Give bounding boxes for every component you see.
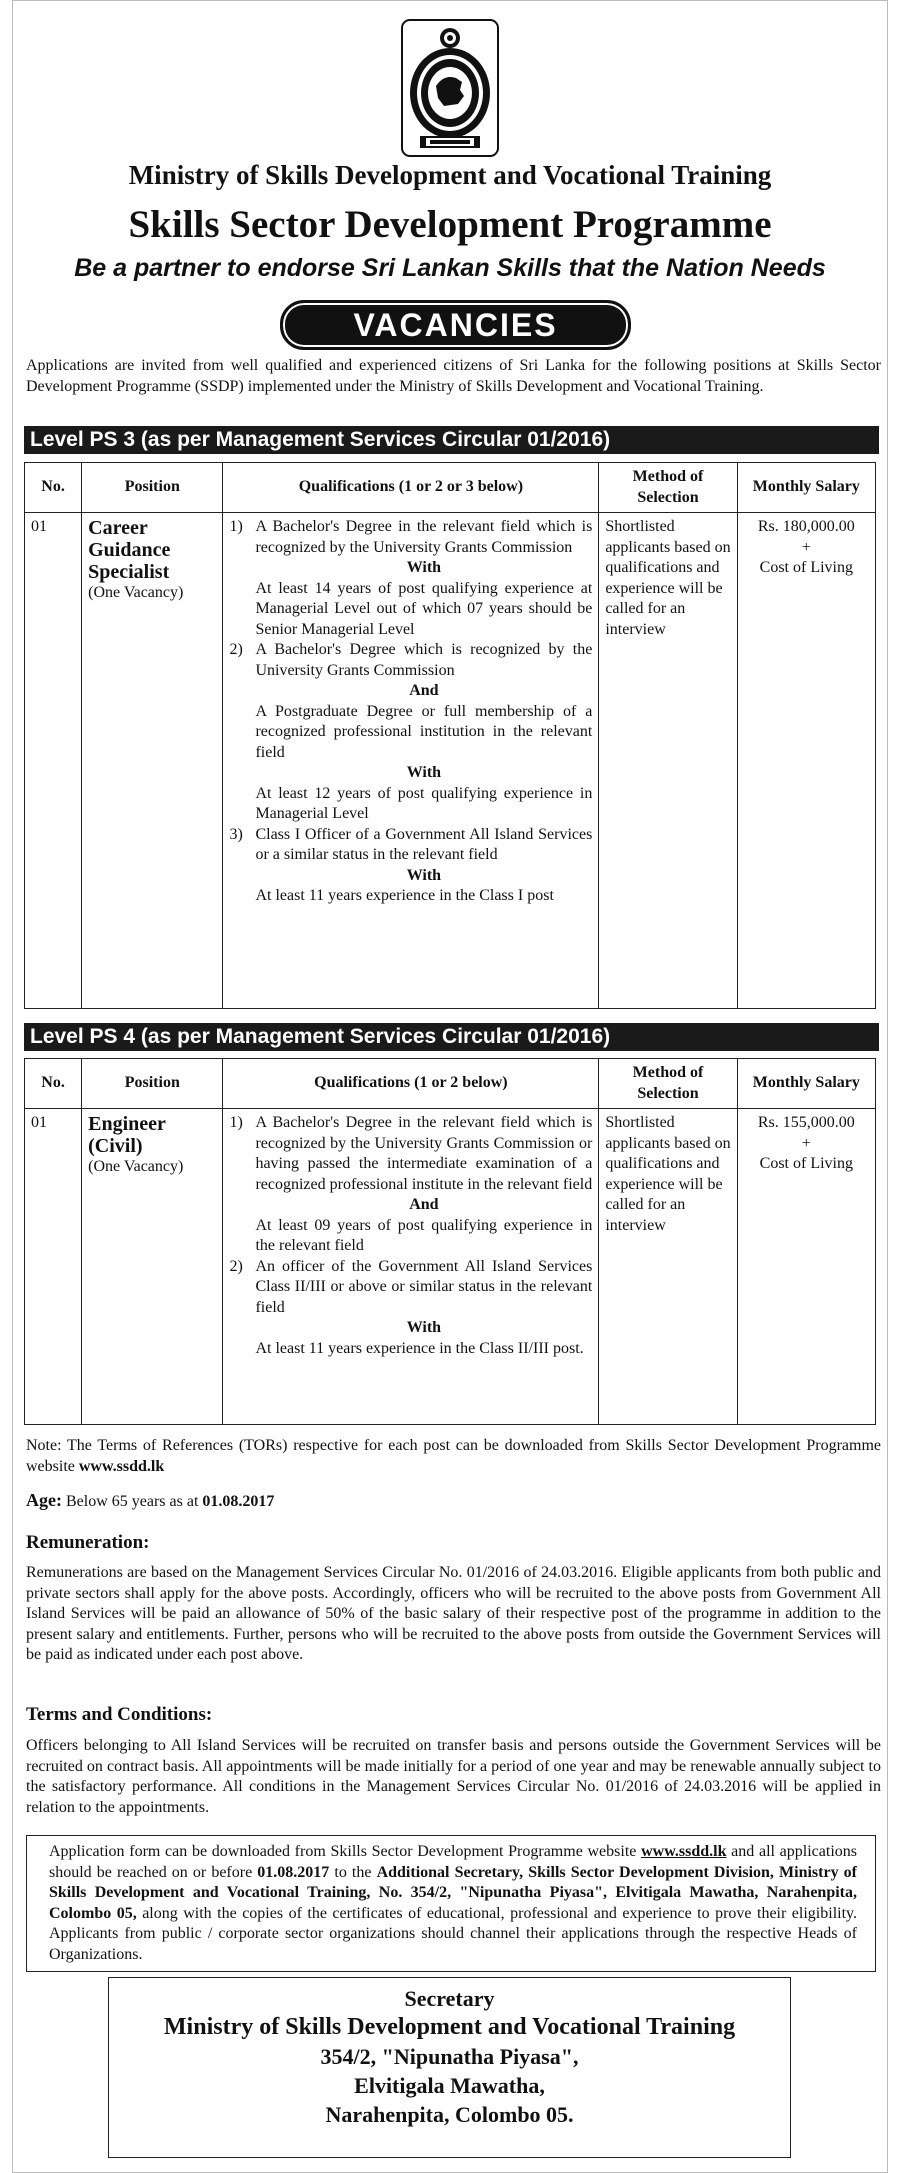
- connector: And: [409, 1196, 439, 1213]
- submission-address: Additional Secretary, Skills Sector Development Division, Ministry of Skills Development and Vocational Training, No. 354/2, "Nipunatha Piyasa", Elvitigala Mawatha, Narahenpita, Colombo 05,: [49, 1863, 857, 1922]
- qualification-2: An officer of the Government All Island Services Class II/III or above or similar status in the relevant field: [255, 1257, 593, 1316]
- ministry-heading: Ministry of Skills Development and Vocational Training: [128, 160, 772, 190]
- row-no: 01: [25, 1109, 82, 1425]
- salary-cost-of-living: Cost of Living: [759, 1155, 853, 1172]
- qualification-1: A Bachelor's Degree in the relevant field which is recognized by the University Grants Commission or having passed the intermediate examination of a recognized professional institute in the relevant field: [255, 1114, 593, 1193]
- tagline: Be a partner to endorse Sri Lankan Skills that the Nation Needs: [74, 254, 826, 282]
- sri-lanka-emblem-icon: [400, 18, 500, 158]
- col-salary: Monthly Salary: [737, 1059, 875, 1109]
- connector: With: [406, 764, 442, 781]
- connector: And: [409, 682, 439, 699]
- closing-date: 01.08.2017: [257, 1863, 330, 1881]
- qualification-2-postgraduate: A Postgraduate Degree or full membership of a recognized professional institution in the relevant field: [255, 702, 593, 761]
- connector: With: [406, 866, 442, 884]
- qualification-1-experience: At least 14 years of post qualifying experience at Managerial Level out of which 07 years should be Senior Managerial Level: [255, 579, 593, 638]
- signatory-ministry: Ministry of Skills Development and Vocational Training: [163, 2014, 736, 2040]
- qualification-3: Class I Officer of a Government All Island Services or a similar status in the relevant field: [255, 825, 593, 863]
- salary-plus: +: [801, 1134, 811, 1152]
- method-cell: Shortlisted applicants based on qualifications and experience will be called for an interview: [599, 1109, 737, 1425]
- level-ps3-table: [24, 462, 876, 1009]
- salary-amount: Rs. 180,000.00: [757, 518, 855, 535]
- application-website-link[interactable]: www.ssdd.lk: [641, 1843, 727, 1860]
- position-cell: [82, 513, 223, 1009]
- qualification-3-experience: At least 11 years experience in the Class I post: [255, 887, 554, 904]
- website-link[interactable]: www.ssdd.lk: [78, 1457, 165, 1475]
- address-line-2: Elvitigala Mawatha,: [354, 2073, 545, 2098]
- qualification-2: A Bachelor's Degree which is recognized by the University Grants Commission: [255, 641, 593, 679]
- level-ps4-table: [24, 1058, 876, 1425]
- note-paragraph: Note: The Terms of References (TORs) respective for each post can be downloaded from Skills Sector Development Programme website www.ssdd.lk: [26, 1437, 881, 1475]
- age-label: Age:: [26, 1490, 62, 1510]
- connector: With: [406, 559, 442, 576]
- qualification-2-experience: At least 11 years experience in the Class II/III post.: [255, 1339, 584, 1357]
- col-position: Position: [82, 463, 223, 513]
- position-cell: [82, 1109, 223, 1425]
- salary-amount: Rs. 155,000.00: [757, 1114, 855, 1131]
- table-header-row: [25, 463, 876, 513]
- salary-cost-of-living: Cost of Living: [759, 559, 853, 576]
- programme-heading: Skills Sector Development Programme: [128, 203, 772, 246]
- col-position: Position: [82, 1059, 223, 1109]
- position-title: Career Guidance Specialist: [88, 517, 171, 583]
- qualifications-cell: 1) A Bachelor's Degree in the relevant field which is recognized by the University Grants Commission With At least 14 years of post qualifying experience at Managerial Level out of which 07 years should be Senior Managerial Level 2) A Bachelor's Degree which is recognized by the University Grants Commission And A Postgraduate Degree or full membership of a recognized professional institution in the relevant field With At least 12 years of post qualifying experience in Managerial Level 3) Class I Officer of a Government All Island Services or a similar status in the relevant field With At least 11 years experience in the Class I post: [223, 513, 599, 1009]
- signature-block: [108, 1977, 791, 2158]
- vacancy-count: (One Vacancy): [88, 1158, 184, 1175]
- qualification-2-experience: At least 12 years of post qualifying experience in Managerial Level: [255, 784, 593, 822]
- salary-cell: [737, 1109, 875, 1425]
- terms-heading: Terms and Conditions:: [26, 1704, 213, 1725]
- level-ps4-heading: Level PS 4 (as per Management Services Circular 01/2016): [24, 1023, 879, 1051]
- terms-paragraph: Officers belonging to All Island Services will be recruited on transfer basis and persons outside the Government Services will be recruited on contract basis. All appointments will be made initially for a period of one year and may be renewable annually subject to the satisfactory performance. All conditions in the Management Services Circular No. 01/2016 of 24.03.2016 will be applied in relation to the appointments.: [26, 1737, 881, 1816]
- application-box: Application form can be downloaded from Skills Sector Development Programme website www.ssdd.lk and all applications should be reached on or before 01.08.2017 to the Additional Secretary, Skills Sector Development Division, Ministry of Skills Development and Vocational Training, No. 354/2, "Nipunatha Piyasa", Elvitigala Mawatha, Narahenpita, Colombo 05, along with the copies of the certificates of educational, professional and experience to prove their eligibility. Applicants from public / corporate sector organizations should channel their applications through the respective Heads of Organizations.: [26, 1835, 876, 1972]
- qualification-1: A Bachelor's Degree in the relevant field which is recognized by the University Grants Commission: [255, 518, 593, 556]
- table-header-row: [25, 1059, 876, 1109]
- signatory-title: Secretary: [404, 1986, 495, 2011]
- connector: With: [406, 1319, 442, 1336]
- address-line-3: Narahenpita, Colombo 05.: [325, 2102, 574, 2127]
- col-method: Method of Selection: [599, 463, 737, 513]
- col-qualifications: Qualifications (1 or 2 below): [223, 1059, 599, 1109]
- age-date: 01.08.2017: [202, 1493, 275, 1510]
- salary-plus: +: [801, 538, 811, 556]
- position-title: Engineer (Civil): [88, 1113, 166, 1157]
- vacancies-badge: VACANCIES: [280, 300, 631, 350]
- intro-paragraph: Applications are invited from well qualified and experienced citizens of Sri Lanka for the following positions at Skills Sector Development Programme (SSDP) implemented under the Ministry of Skills Development and Vocational Training.: [26, 357, 881, 395]
- col-method: Method of Selection: [599, 1059, 737, 1109]
- salary-cell: [737, 513, 875, 1009]
- vacancy-count: (One Vacancy): [88, 584, 184, 601]
- level-ps3-heading: Level PS 3 (as per Management Services Circular 01/2016): [24, 426, 879, 454]
- row-no: 01: [25, 513, 82, 1009]
- remuneration-paragraph: Remunerations are based on the Management Services Circular No. 01/2016 of 24.03.2016. Eligible applicants from both public and private sectors shall apply for the above posts. Accordingly, officers who will be recruited to the above posts from Government All Island Services will be paid an allowance of 50% of the basic salary of their respective post of the programme in addition to the present salary and entitlements. Further, persons who will be recruited to the above posts from outside the Government Services will be paid as indicated under each post above.: [26, 1564, 881, 1663]
- col-no: No.: [25, 463, 82, 513]
- remuneration-heading: Remuneration:: [26, 1532, 150, 1553]
- col-qualifications: Qualifications (1 or 2 or 3 below): [223, 463, 599, 513]
- table-row: [25, 513, 876, 1009]
- qualifications-cell: 1) A Bachelor's Degree in the relevant field which is recognized by the University Grants Commission or having passed the intermediate examination of a recognized professional institute in the relevant field And At least 09 years of post qualifying experience in the relevant field 2) An officer of the Government All Island Services Class II/III or above or similar status in the relevant field With At least 11 years experience in the Class II/III post.: [223, 1109, 599, 1425]
- table-row: [25, 1109, 876, 1425]
- address-line-1: 354/2, "Nipunatha Piyasa",: [320, 2044, 579, 2069]
- qualification-1-experience: At least 09 years of post qualifying experience in the relevant field: [255, 1216, 593, 1254]
- col-salary: Monthly Salary: [737, 463, 875, 513]
- col-no: No.: [25, 1059, 82, 1109]
- age-line: Age: Below 65 years as at 01.08.2017: [26, 1490, 275, 1510]
- method-cell: Shortlisted applicants based on qualifications and experience will be called for an interview: [599, 513, 737, 1009]
